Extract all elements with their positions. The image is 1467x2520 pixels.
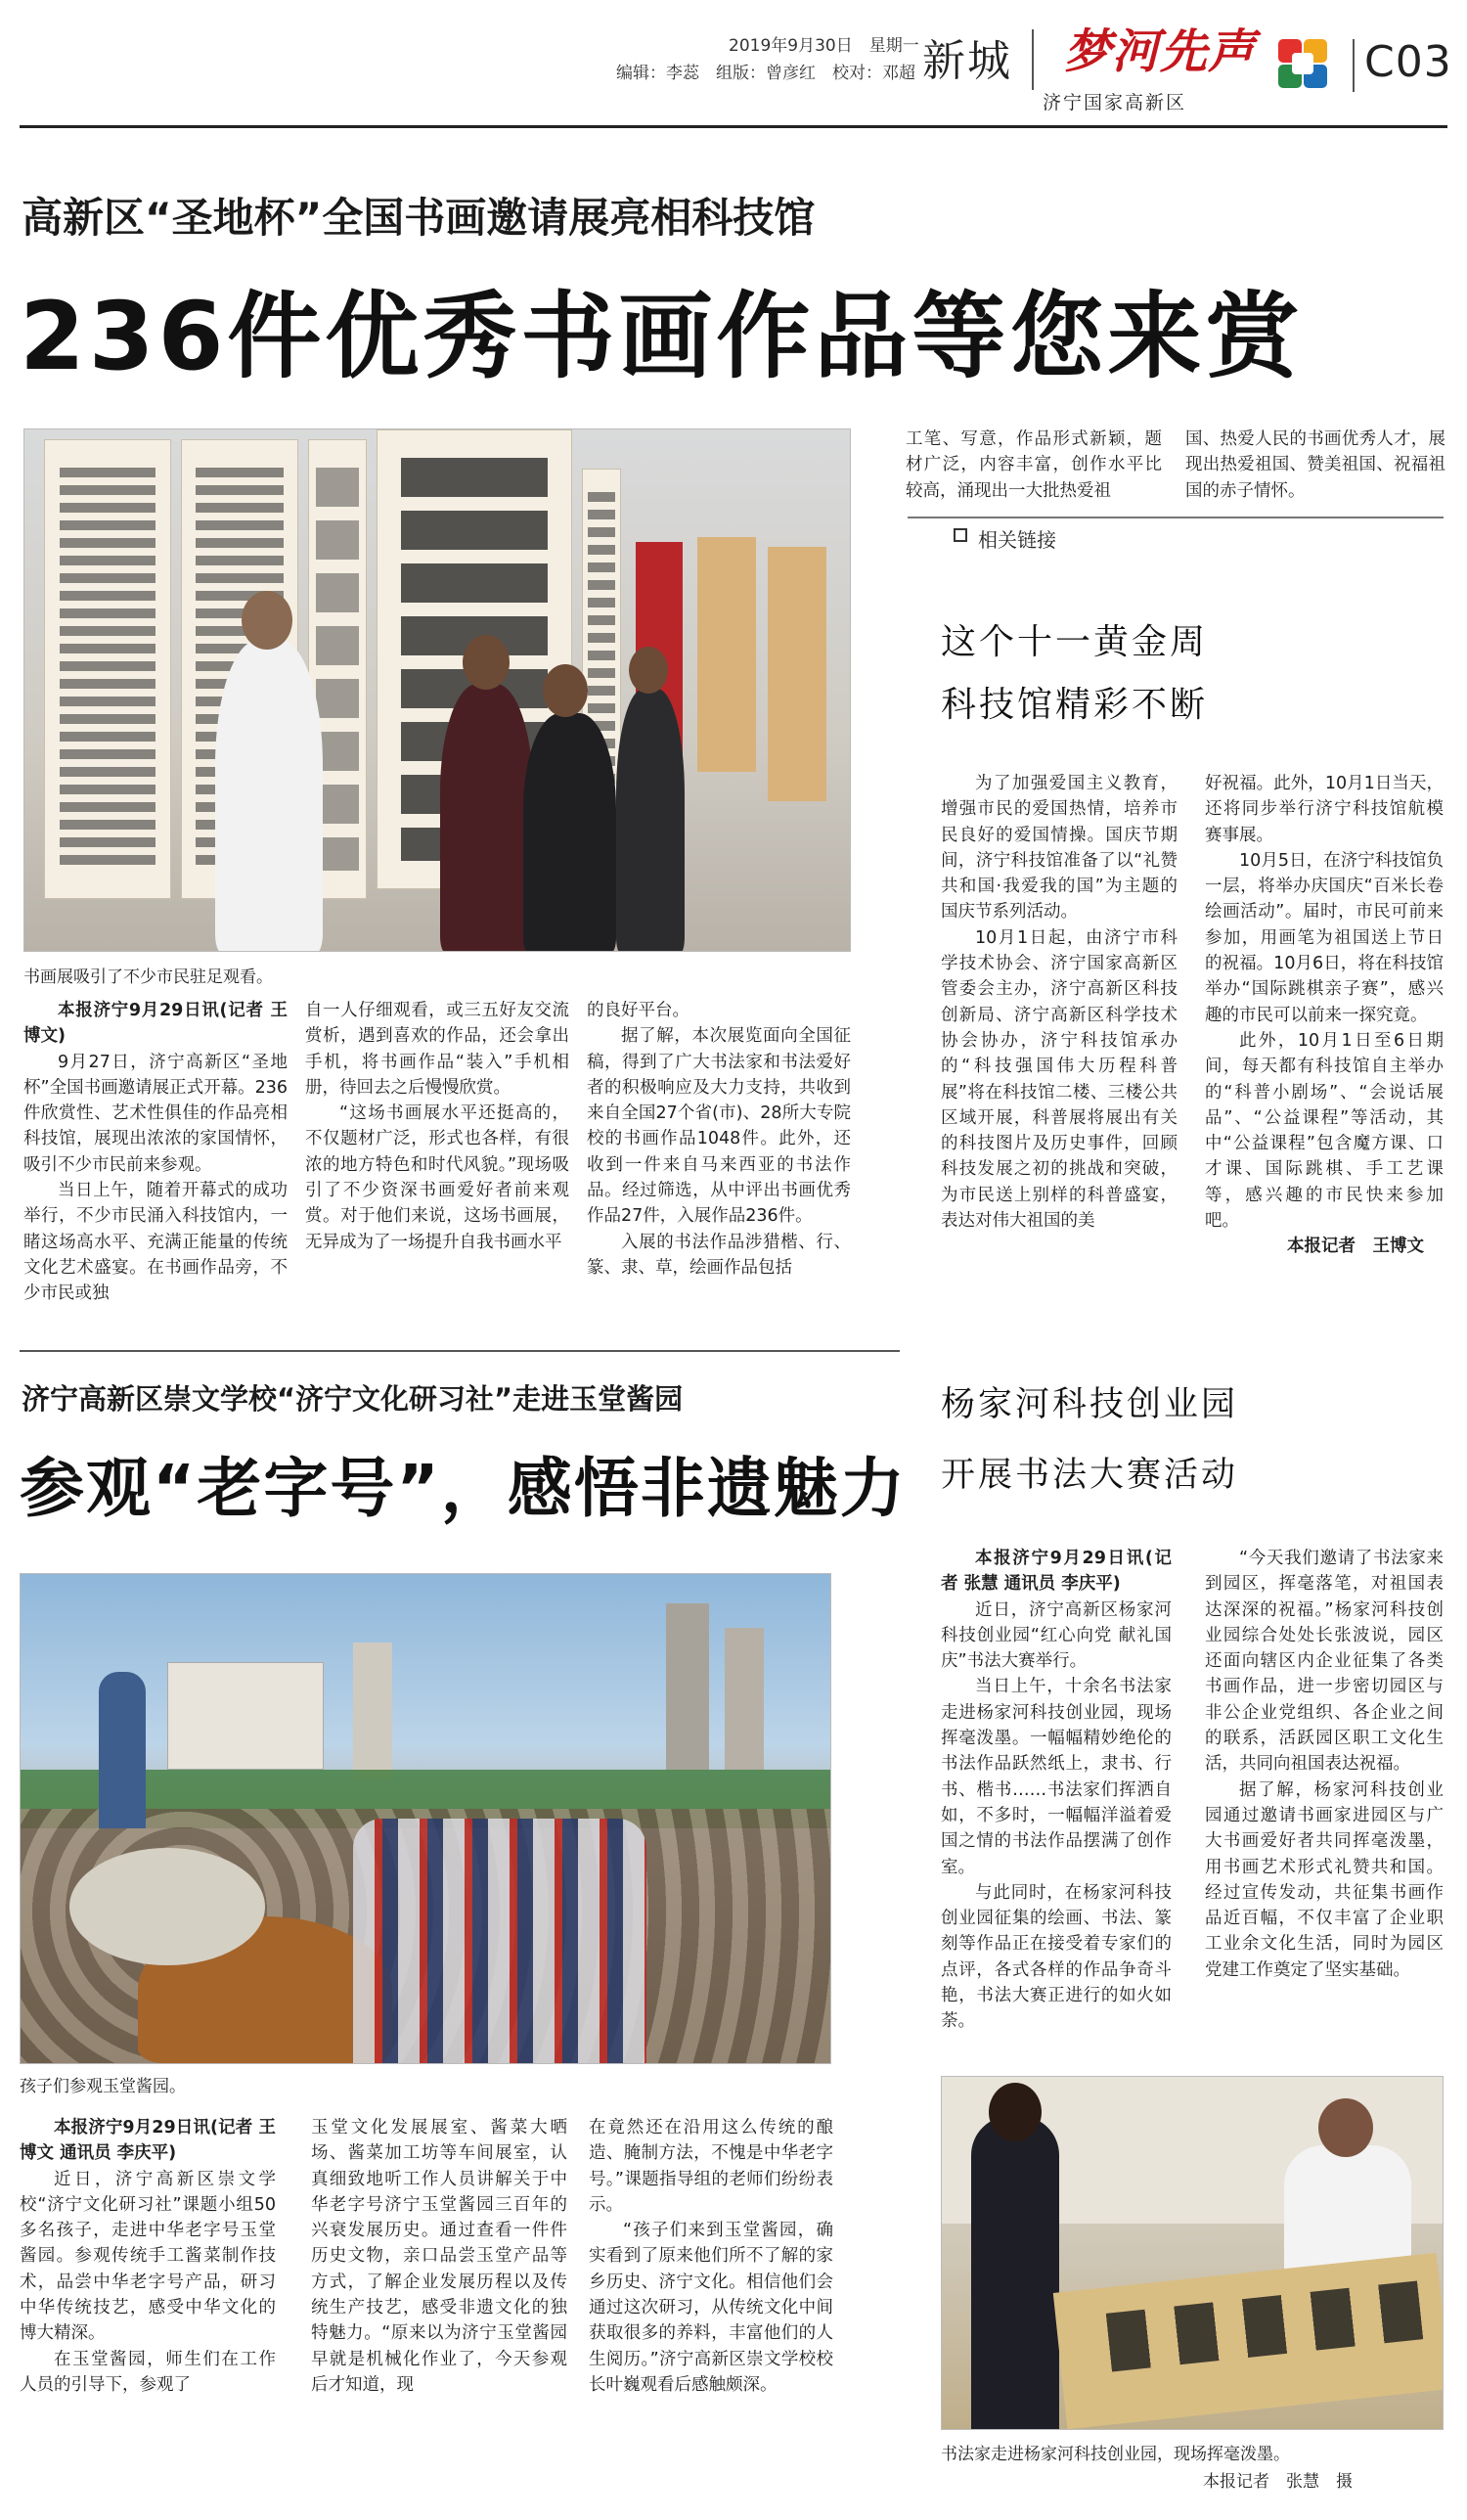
article-paragraph: 近日，济宁高新区杨家河科技创业园“红心向党 献礼国庆”书法大赛举行。	[941, 1599, 1172, 1672]
district-emblem-icon	[1276, 37, 1329, 90]
article-paragraph: 9月27日，济宁高新区“圣地杯”全国书画邀请展正式开幕。236件欣赏性、艺术性俱佳的作品亮相科技馆，展现出浓浓的家国情怀，吸引不少市民前来参观。	[23, 1052, 288, 1175]
article1-kicker: 高新区“圣地杯”全国书画邀请展亮相科技馆	[22, 194, 816, 242]
article1-column-5	[1185, 427, 1445, 504]
article2-headline: 参观“老字号”，感悟非遗魅力	[20, 1451, 907, 1526]
issue-date-line: 2019年9月30日 星期一	[729, 36, 919, 56]
article-paragraph: 入展的书法作品涉猎楷、行、篆、隶、草，绘画作品包括	[587, 1232, 851, 1278]
article-paragraph: “孩子们来到玉堂酱园，确实看到了原来他们所不了解的家乡历史、济宁文化。相信他们会通过这次研习，从传统文化中间获取很多的养料，丰富他们的人生阅历。”济宁高新区崇文学校校长叶巍观看后感触颇深。	[589, 2221, 833, 2395]
article2-column-3	[589, 2115, 833, 2398]
related-headline: 科技馆精彩不断	[941, 685, 1209, 725]
article2-column-1	[20, 2115, 276, 2398]
article-dateline: 本报济宁9月29日讯(记者 张慧 通讯员 李庆平)	[941, 1549, 1172, 1595]
article-paragraph: 玉堂文化发展展室、酱菜大晒场、酱菜加工坊等车间展室，认真细致地听工作人员讲解关于中华老字号济宁玉堂酱园三百年的兴衰发展历史。通过查看一件件历史文物，亲口品尝玉堂产品等方式，了解企业发展历程以及传统生产技艺，感受非遗文化的独特魅力。“原来以为济宁玉堂酱园早就是机械化作业了，今天参观后才知道，现	[311, 2118, 567, 2395]
exhibition-photo	[23, 428, 851, 952]
article3-column-1	[941, 1546, 1172, 2035]
calligraphy-contest-photo	[941, 2076, 1444, 2430]
article3-headline: 开展书法大赛活动	[941, 1456, 1239, 1495]
masthead-divider	[1353, 39, 1355, 92]
article1-column-3	[587, 998, 851, 1281]
article-paragraph: 在竟然还在沿用这么传统的酿造、腌制方法，不愧是中华老字号。”课题指导组的老师们纷纷表示。	[589, 2118, 833, 2215]
article1-column-4	[906, 427, 1162, 504]
photo-credit: 本报记者 张慧 摄	[1203, 2472, 1353, 2492]
article-paragraph: 好祝福。此外，10月1日当天，还将同步举行济宁科技馆航模赛事展。	[1205, 774, 1444, 845]
article-paragraph: 当日上午，随着开幕式的成功举行，不少市民涌入科技馆内，一睹这场高水平、充满正能量的传统文化艺术盛宴。在书画作品旁，不少市民或独	[23, 1181, 288, 1304]
article-dateline: 本报济宁9月29日讯(记者 王博文)	[23, 1001, 288, 1047]
article2-kicker: 济宁高新区崇文学校“济宁文化研习社”走进玉堂酱园	[22, 1382, 684, 1416]
article-paragraph: 当日上午，十余名书法家走进杨家河科技创业园，现场挥毫泼墨。一幅幅精妙绝伦的书法作品跃然纸上，隶书、行书、楷书……书法家们挥洒自如，不多时，一幅幅洋溢着爱国之情的书法作品摆满了创作室。	[941, 1677, 1172, 1877]
related-rule	[908, 517, 1444, 518]
logo-subtitle: 济宁国家高新区	[1043, 92, 1187, 113]
article-paragraph: 在玉堂酱园，师生们在工作人员的引导下，参观了	[20, 2349, 276, 2395]
article-paragraph: 10月1日起，由济宁市科学技术协会、济宁国家高新区管委会主办，济宁高新区科技创新局、济宁高新区科学技术协会协办，济宁科技馆承办的“科技强国伟大历程科普展”将在科技馆二楼、三楼公共区域开展，科普展将展出有关的科技图片及历史事件，回顾科技发展之初的挑战和突破，为市民送上别样的科普盛宴，表达对伟大祖国的美	[941, 927, 1178, 1232]
related-column-1	[941, 771, 1178, 1234]
article-paragraph: “今天我们邀请了书法家来到园区，挥毫落笔，对祖国表达深深的祝福。”杨家河科技创业园综合处处长张波说，园区还面向辖区内企业征集了各类书画作品，进一步密切园区与非公企业党组织、各企业之间的联系，活跃园区职工文化生活，共同向祖国表达祝福。	[1205, 1549, 1444, 1775]
article2-column-2	[311, 2115, 567, 2398]
photo-caption: 书画展吸引了不少市民驻足观看。	[23, 968, 273, 987]
article-paragraph: 10月5日，在济宁科技馆负一层，将举办庆国庆“百米长卷绘画活动”。届时，市民可前来参加，用画笔为祖国送上节日的祝福。10月6日，将在科技馆举办“国际跳棋亲子赛”，感兴趣的市民可以前来一探究竟。	[1205, 850, 1444, 1025]
section-name: 新城	[922, 36, 1012, 86]
article1-column-2	[305, 998, 569, 1255]
article1-column-1	[23, 998, 288, 1307]
article-paragraph: 此外，10月1日至6日期间，每天都有科技馆自主举办的“科普小剧场”、“会说话展品”、“公益课程”等活动，其中“公益课程”包含魔方课、口才课、国际跳棋、手工艺课等，感兴趣的市民快来参加吧。	[1205, 1030, 1444, 1232]
article3-column-2	[1205, 1546, 1444, 1983]
article-paragraph: 据了解，杨家河科技创业园通过邀请书画家进园区与广大书画爱好者共同挥毫泼墨，用书画艺术形式礼赞共和国。经过宣传发动，共征集书画作品近百幅，不仅丰富了企业职工业余文化生活，同时为园区党建工作奠定了坚实基础。	[1205, 1779, 1444, 1980]
masthead-divider	[1032, 29, 1034, 90]
article-paragraph: 近日，济宁高新区崇文学校“济宁文化研习社”课题小组50多名孩子，走进中华老字号玉堂酱园。参观传统手工酱菜制作技术，品尝中华老字号产品，研习中华传统技艺，感受中华文化的博大精深。	[20, 2169, 276, 2344]
article-paragraph: “这场书画展水平还挺高的，不仅题材广泛，形式也各样，有很浓的地方特色和时代风貌。”现场吸引了不少资深书画爱好者前来观赏。对于他们来说，这场书画展，无异成为了一场提升自我书画水平	[305, 1103, 569, 1252]
article-paragraph: 据了解，本次展览面向全国征稿，得到了广大书法家和书法爱好者的积极响应及大力支持，共收到来自全国27个省(市)、28所大专院校的书画作品1048件。此外，还收到一件来自马来西亚的书法作品。经过筛选，从中评出书画优秀作品27件，入展作品236件。	[587, 1026, 851, 1227]
article1-headline: 236件优秀书画作品等您来赏	[20, 282, 1304, 391]
article-dateline: 本报济宁9月29日讯(记者 王博文 通讯员 李庆平)	[20, 2118, 276, 2164]
square-icon	[954, 528, 967, 542]
article-paragraph: 自一人仔细观看，或三五好友交流赏析，遇到喜欢的作品，还会拿出手机，将书画作品“装入”手机相册，待回去之后慢慢欣赏。	[305, 1001, 569, 1098]
newspaper-logo: 梦河先声	[1064, 24, 1257, 79]
sauce-garden-photo	[20, 1573, 831, 2064]
editor-credits: 编辑：李蕊 组版：曾彦红 校对：邓超	[616, 64, 915, 83]
masthead-rule	[20, 125, 1447, 128]
article-paragraph: 为了加强爱国主义教育，增强市民的爱国热情，培养市民良好的爱国情操。国庆节期间，济宁科技馆准备了以“礼赞共和国·我爱我的国”为主题的国庆节系列活动。	[941, 774, 1178, 922]
related-column-2	[1205, 771, 1444, 1260]
related-byline: 本报记者 王博文	[1287, 1237, 1424, 1257]
page-number: C03	[1364, 37, 1452, 87]
article-paragraph: 与此同时，在杨家河科技创业园征集的绘画、书法、篆刻等作品正在接受着专家们的点评，各式各样的作品争奇斗艳，书法大赛正进行的如火如荼。	[941, 1882, 1172, 2032]
section-rule	[20, 1350, 900, 1352]
photo-caption: 孩子们参观玉堂酱园。	[20, 2077, 186, 2096]
article3-headline: 杨家河科技创业园	[941, 1385, 1239, 1424]
related-label: 相关链接	[978, 528, 1056, 552]
related-headline: 这个十一黄金周	[941, 622, 1209, 662]
article-paragraph: 工笔、写意，作品形式新颖，题材广泛，内容丰富，创作水平比较高，涌现出一大批热爱祖	[906, 429, 1162, 501]
article-paragraph: 的良好平台。	[587, 1001, 689, 1020]
article-paragraph: 国、热爱人民的书画优秀人才，展现出热爱祖国、赞美祖国、祝福祖国的赤子情怀。	[1185, 429, 1445, 501]
photo-caption: 书法家走进杨家河科技创业园，现场挥毫泼墨。	[941, 2445, 1290, 2464]
